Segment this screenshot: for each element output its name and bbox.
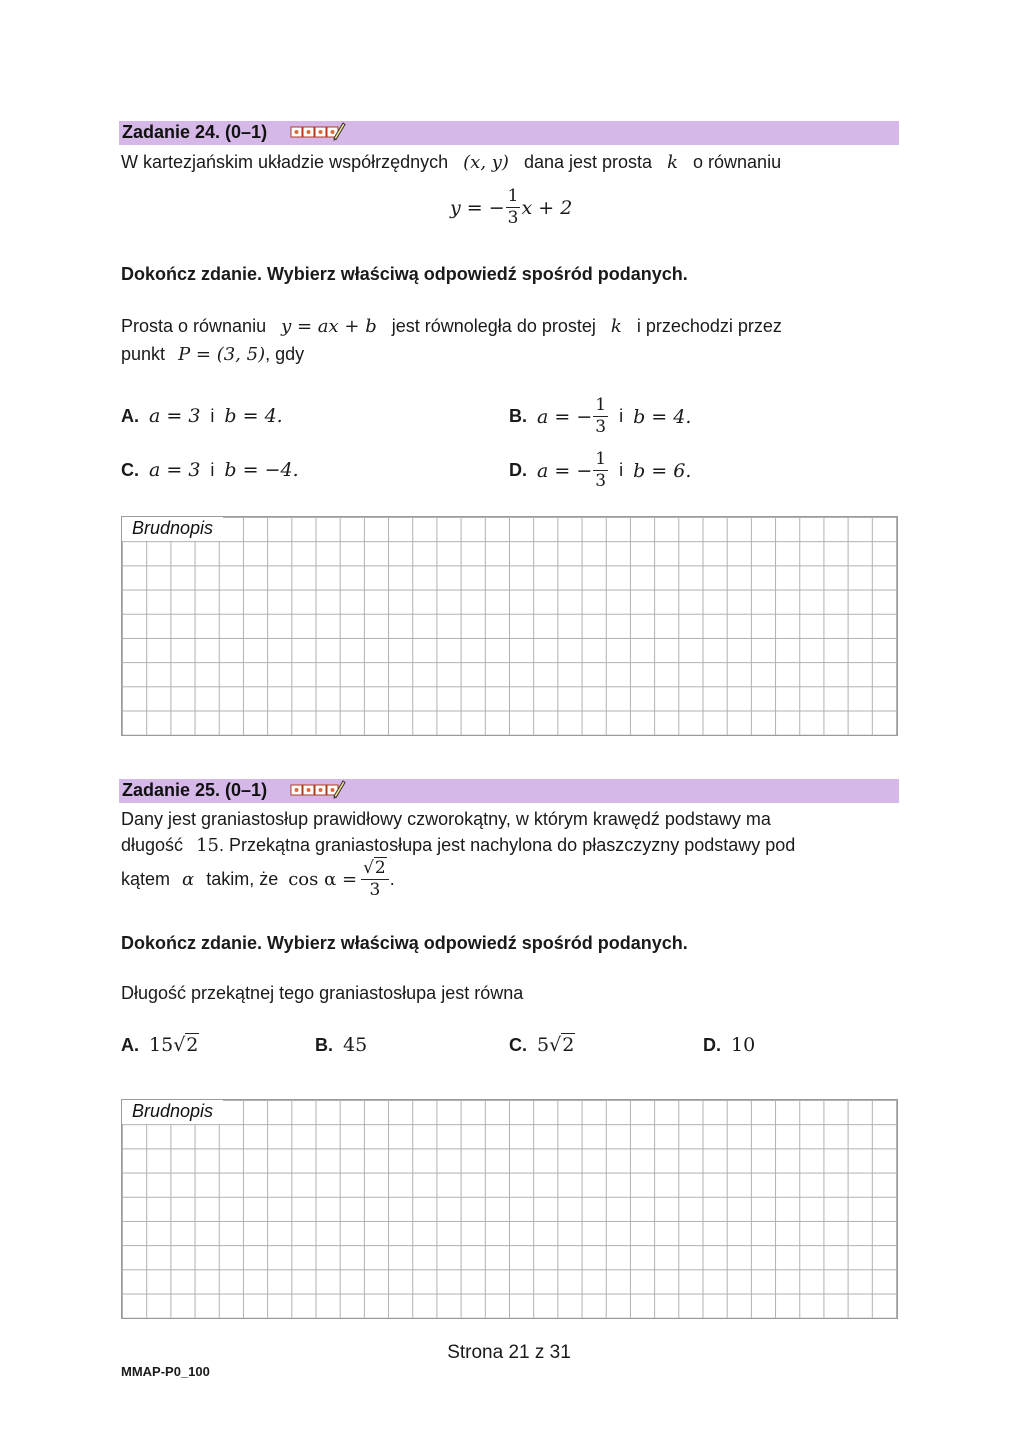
task25-stem: Długość przekątnej tego graniastosłupa jest równa (121, 983, 524, 1003)
option-letter: B. (315, 1034, 333, 1055)
option-value (149, 1034, 199, 1056)
task24-option-b[interactable] (509, 397, 691, 436)
stem-point: P = (3, 5) (178, 344, 266, 365)
equation-rhs: x + 2 (521, 196, 573, 219)
option-fraction (593, 451, 608, 490)
task24-instruction: Dokończ zdanie. Wybierz właściwą odpowiedź spośród podanych. (121, 264, 688, 284)
option-letter: D. (509, 460, 527, 480)
task25-option-b[interactable] (315, 1034, 367, 1056)
option-letter: C. (509, 1034, 527, 1055)
fraction-denominator: 3 (369, 880, 381, 900)
sqrt-symbol: √2 (549, 1034, 575, 1056)
task24-header (119, 121, 899, 145)
line2-text: długość (121, 835, 184, 855)
option-conj: i (210, 405, 215, 426)
stem-text-3: i przechodzi przez (636, 316, 782, 336)
cos-expression: cos α = (288, 869, 358, 890)
exam-code: MMAP-P0_100 (121, 1364, 210, 1379)
option-b-value: b = 6. (633, 459, 692, 482)
sqrt-symbol: √2 (173, 1034, 199, 1056)
task24-stem-line1 (121, 313, 782, 340)
line3-period: . (389, 869, 395, 889)
task25-header (119, 779, 899, 803)
option-b-value: b = −4. (224, 459, 299, 481)
skill-level-icon (290, 779, 346, 801)
task25-option-a[interactable] (121, 1034, 199, 1056)
option-letter: A. (121, 405, 139, 426)
task24-stem-line2 (121, 341, 304, 368)
task25-line1: Dany jest graniastosłup prawidłowy czworokątny, w którym krawędź podstawy ma (121, 809, 771, 829)
coords-symbol: (x, y) (463, 152, 509, 173)
task24-equation (450, 188, 572, 227)
task24-option-d[interactable] (509, 451, 691, 490)
option-letter: C. (121, 459, 139, 480)
option-value (537, 1034, 575, 1056)
line3-text: kątem (121, 869, 171, 889)
scratchpad-label: Brudnopis (122, 517, 223, 541)
fraction-numerator (361, 860, 389, 880)
fraction-denominator: 3 (595, 417, 607, 437)
task24-title: Zadanie 24. (0–1) (122, 122, 268, 142)
fraction-numerator: 1 (595, 395, 607, 415)
radicand: 2 (186, 1034, 199, 1056)
task24-option-a[interactable] (121, 405, 283, 427)
option-conj: i (619, 460, 624, 480)
stem-text-2: jest równoległa do prostej (391, 316, 596, 336)
stem-text-5: , gdy (265, 344, 305, 364)
option-value: 45 (343, 1034, 368, 1056)
cos-fraction (361, 860, 389, 899)
task25-title: Zadanie 25. (0–1) (122, 780, 268, 800)
fraction-denominator: 3 (507, 208, 519, 228)
intro-end: o równaniu (693, 152, 782, 172)
stem-text-1: Prosta o równaniu (121, 316, 267, 336)
option-conj: i (210, 459, 215, 480)
intro-text: W kartezjańskim układzie współrzędnych (121, 152, 449, 172)
line-k-symbol: k (667, 152, 678, 173)
radicand: 2 (374, 858, 386, 878)
option-b-value: b = 4. (224, 405, 283, 427)
option-a-value: a = 3 (149, 459, 201, 481)
option-b-value: b = 4. (633, 405, 692, 428)
task25-instruction: Dokończ zdanie. Wybierz właściwą odpowiedź spośród podanych. (121, 933, 688, 953)
line3-text-mid: takim, że (206, 869, 279, 889)
option-letter: B. (509, 406, 527, 426)
alpha-symbol: α (182, 869, 195, 890)
option-a-prefix: a = − (537, 459, 593, 482)
task25-line3 (121, 860, 395, 899)
stem-text-4: punkt (121, 344, 166, 364)
coefficient: 15 (149, 1034, 174, 1056)
stem-k-symbol: k (610, 316, 622, 337)
sqrt-symbol: √2 (363, 858, 386, 878)
option-a-value: a = 3 (149, 405, 201, 427)
task25-line2 (121, 832, 795, 859)
skill-level-icon (290, 121, 346, 143)
scratchpad-grid[interactable] (121, 516, 898, 736)
fraction-numerator: 1 (595, 449, 607, 469)
option-value: 10 (731, 1034, 756, 1056)
radicand: 2 (562, 1034, 575, 1056)
coefficient: 5 (537, 1034, 550, 1056)
equation-fraction (506, 188, 521, 227)
task25-option-c[interactable] (509, 1034, 575, 1056)
stem-equation: y = ax + b (281, 316, 377, 337)
scratchpad-grid[interactable] (121, 1099, 898, 1319)
task24-option-c[interactable] (121, 459, 299, 481)
scratchpad-label: Brudnopis (122, 1100, 223, 1124)
page-number: Strona 21 z 31 (447, 1342, 571, 1363)
fraction-denominator: 3 (595, 471, 607, 491)
option-a-prefix: a = − (537, 405, 593, 428)
edge-length: 15 (196, 835, 219, 856)
option-conj: i (619, 406, 624, 426)
task24-intro (121, 149, 781, 176)
option-letter: A. (121, 1034, 139, 1055)
option-fraction (593, 397, 608, 436)
equation-lhs: y = − (450, 196, 505, 219)
option-letter: D. (703, 1034, 721, 1055)
line2-text-end: . Przekątna graniastosłupa jest nachylona do płaszczyzny podstawy pod (218, 835, 796, 855)
fraction-numerator: 1 (507, 186, 519, 206)
intro-mid: dana jest prosta (523, 152, 653, 172)
task25-option-d[interactable] (703, 1034, 755, 1056)
